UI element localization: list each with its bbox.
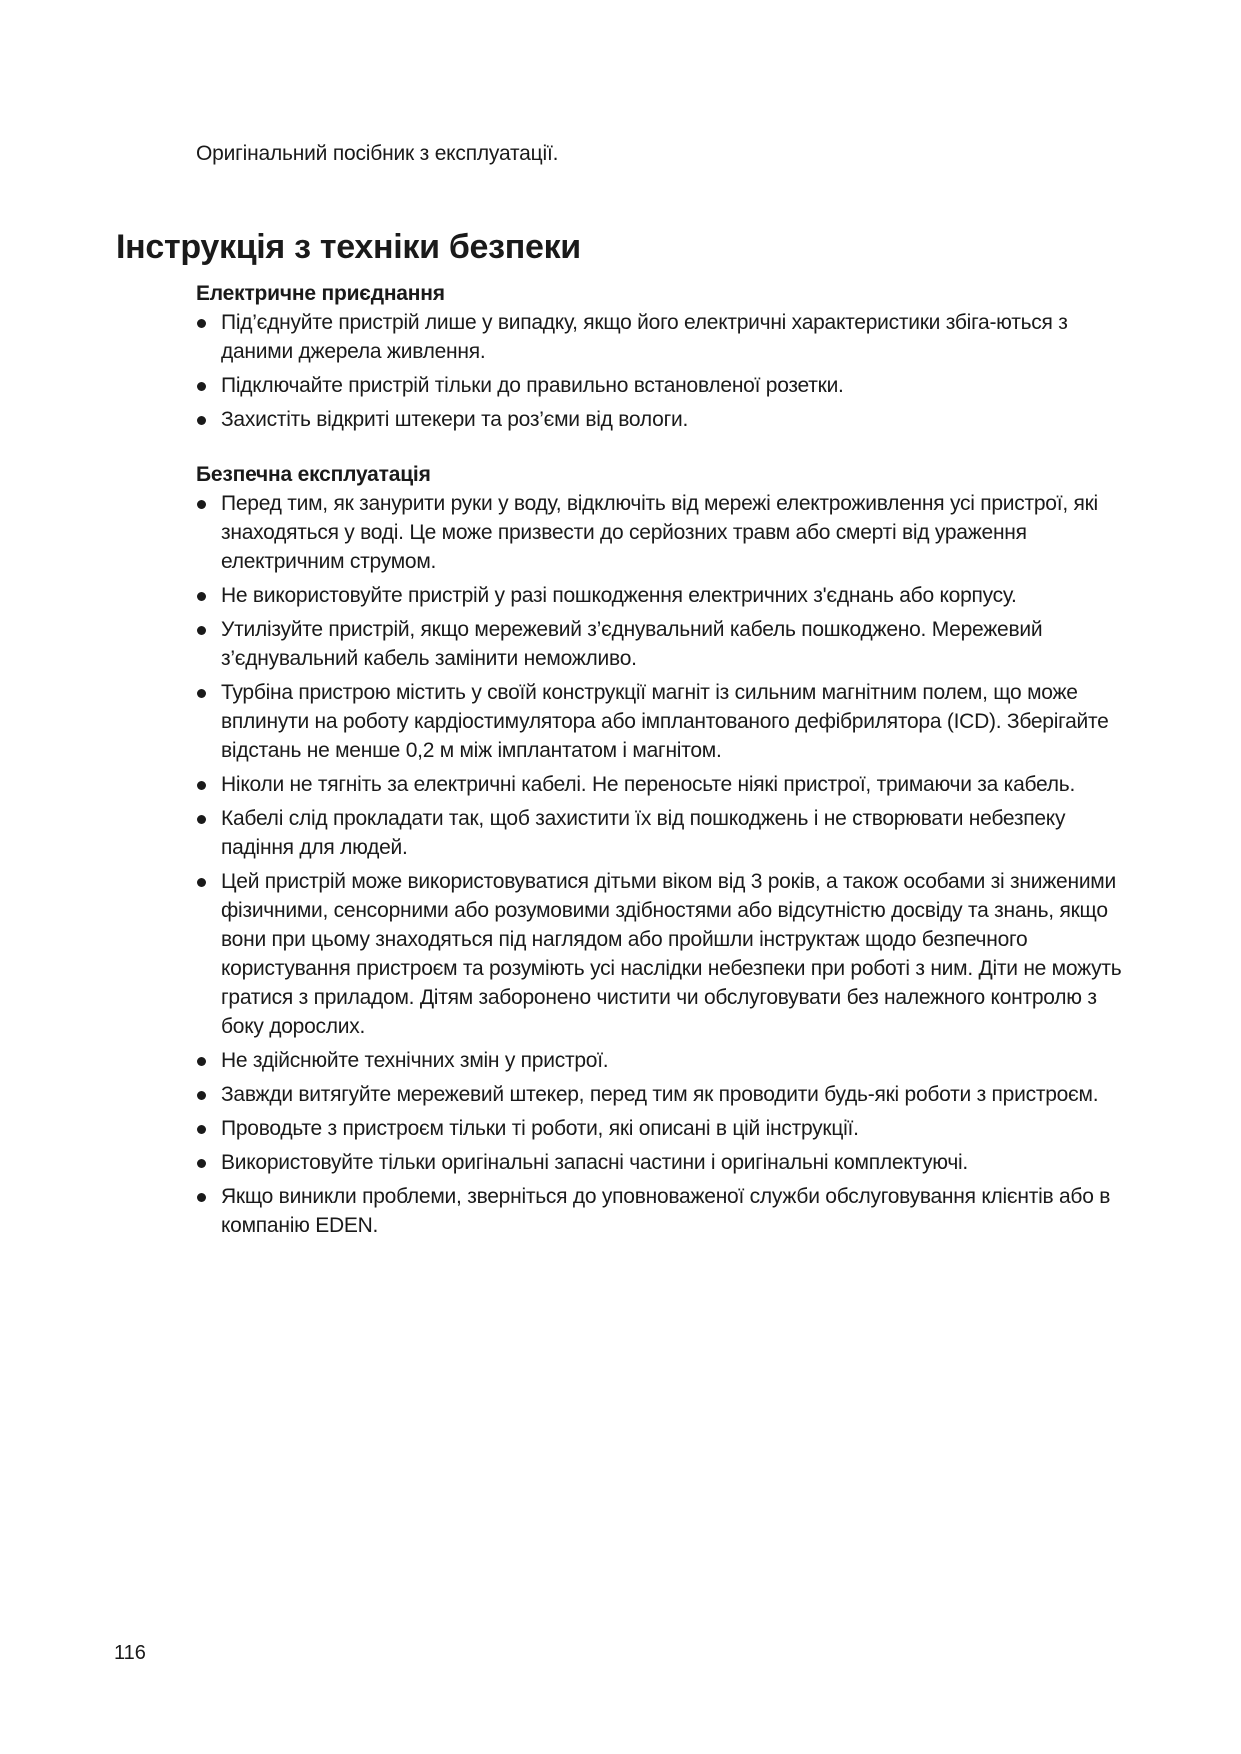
list-item: Використовуйте тільки оригінальні запасні частини і оригінальні комплектуючі. [196,1148,1126,1177]
list-item: Не використовуйте пристрій у разі пошкодження електричних з'єднань або корпусу. [196,581,1126,610]
electrical-section [196,282,1126,439]
safe-operation-title: Безпечна експлуатація [196,463,431,486]
list-item: Перед тим, як занурити руки у воду, відключіть від мережі електроживлення усі пристрої, які знаходяться у воді. Це може призвести до серйозних травм або смерті від ураження електричним струмом. [196,489,1126,576]
bullet-icon [197,500,206,509]
bullet-icon [197,416,206,425]
electrical-list [196,308,1126,434]
safe-operation-list [196,489,1126,1240]
list-item: Підключайте пристрій тільки до правильно встановленої розетки. [196,371,1126,400]
bullet-icon [197,1125,206,1134]
list-item: Проводьте з пристроєм тільки ті роботи, які описані в цій інструкції. [196,1114,1126,1143]
intro-text: Оригінальний посібник з експлуатації. [196,142,559,165]
bullet-icon [197,626,206,635]
list-item: Не здійснюйте технічних змін у пристрої. [196,1046,1126,1075]
list-item: Утилізуйте пристрій, якщо мережевий з’єднувальний кабель пошкоджено. Мережевий з’єднувальний кабель замінити неможливо. [196,615,1126,673]
list-item: Цей пристрій може використовуватися дітьми віком від 3 років, а також особами зі зниженими фізичними, сенсорними або розумовими здібностями або відсутністю досвіду та знань, якщо вони при цьому знаходяться під наглядом або пройшли інструктаж щодо безпечного користування пристроєм та розуміють усі наслідки небезпеки при роботі з ним. Діти не можуть гратися з приладом. Дітям заборонено чистити чи обслуговувати без належного контролю з боку дорослих. [196,867,1126,1041]
list-item: Ніколи не тягніть за електричні кабелі. Не переносьте ніякі пристрої, тримаючи за кабель. [196,770,1126,799]
list-item: Якщо виникли проблеми, зверніться до уповноваженої служби обслуговування клієнтів або в компанію EDEN. [196,1182,1126,1240]
bullet-icon [197,382,206,391]
list-item: Захистіть відкриті штекери та роз’єми від вологи. [196,405,1126,434]
list-item: Завжди витягуйте мережевий штекер, перед тим як проводити будь-які роботи з пристроєм. [196,1080,1126,1109]
bullet-icon [197,1193,206,1202]
safe-operation-section [196,463,1126,1245]
electrical-title: Електричне приєднання [196,282,445,305]
bullet-icon [197,1057,206,1066]
page-number: 116 [114,1642,146,1664]
bullet-icon [197,815,206,824]
bullet-icon [197,592,206,601]
bullet-icon [197,781,206,790]
bullet-icon [197,1159,206,1168]
bullet-icon [197,1091,206,1100]
bullet-icon [197,878,206,887]
list-item: Кабелі слід прокладати так, щоб захистити їх від пошкоджень і не створювати небезпеку падіння для людей. [196,804,1126,862]
page-heading: Інструкція з техніки безпеки [116,228,581,266]
bullet-icon [197,689,206,698]
bullet-icon [197,319,206,328]
list-item: Турбіна пристрою містить у своїй конструкції магніт із сильним магнітним полем, що може вплинути на роботу кардіостимулятора або імплантованого дефібрилятора (ICD). Зберігайте відстань не менше 0,2 м між імплантатом і магнітом. [196,678,1126,765]
list-item: Під’єднуйте пристрій лише у випадку, якщо його електричні характеристики збіга-ються з даними джерела живлення. [196,308,1126,366]
